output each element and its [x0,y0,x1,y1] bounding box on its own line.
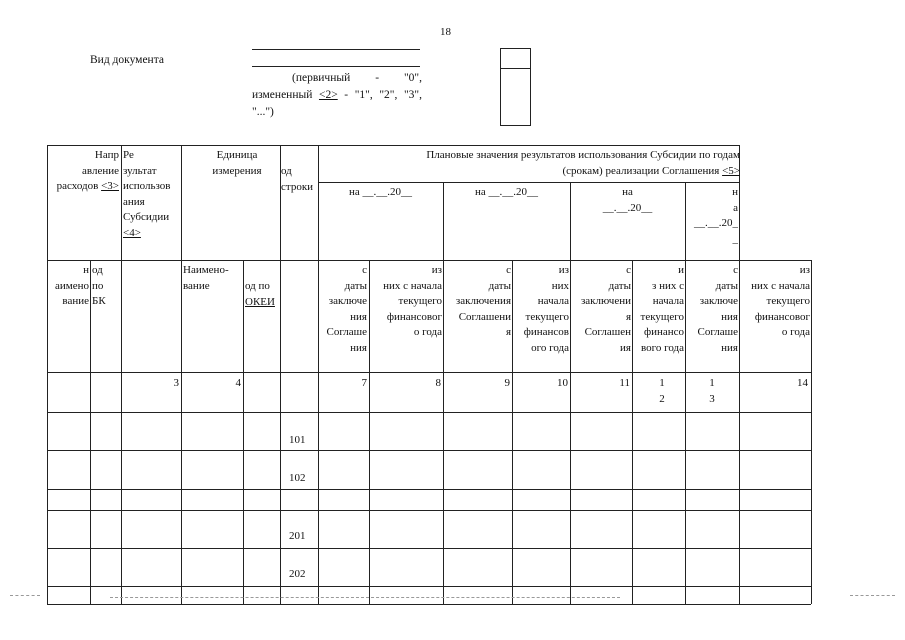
header-naim2: Наимено- вание [183,264,229,292]
header-s1: с даты заключе ния Соглаше ния [326,264,367,354]
scan-artifact [10,595,40,596]
header-kod: од строки [281,165,314,193]
col-number: 7 [361,377,367,389]
header-s2: с даты заключения Соглашени я [455,264,511,338]
header-kod-bk: од по БК [92,264,106,307]
col-number: 1 3 [709,377,715,405]
header-s3: с даты заключени я Соглашен ия [580,264,631,354]
row-code: 101 [289,434,306,446]
doc-type-note: (первичный - "0", измененный <2> - "1", "2", "3", "...") [252,72,422,118]
col-number: 14 [797,377,808,389]
header-n1: из них с начала текущего финансовог о года [383,264,442,338]
scan-artifact [110,597,620,598]
header-s4: с даты заключе ния Соглаше ния [697,264,738,354]
doc-type-label: Вид документа [90,54,164,66]
header-n2: из них начала текущего финансов ого года [523,264,569,354]
header-kod-okei: од по ОКЕИ [245,280,275,308]
scan-artifact [850,595,895,596]
col-number: 8 [435,377,441,389]
header-napr: Напр авление расходов <3> [56,149,119,192]
header-plan: Плановые значения результатов использования Субсидии по годам (срокам) реализации Соглашения <5> [426,149,740,177]
col-number: 4 [235,377,241,389]
col-number: 11 [619,377,630,389]
row-code: 102 [289,472,306,484]
header-year-2: на __.__.20__ [474,186,539,198]
header-unit: Единица измерения [212,149,262,177]
header-year-4: н а __.__.20_ _ [694,186,738,245]
header-rez: Ре зультат использов ания Субсидии <4> [123,149,171,239]
col-number: 9 [504,377,510,389]
header-n4: из них с начала текущего финансовог о года [751,264,810,338]
col-number: 1 2 [659,377,665,405]
row-code: 202 [289,568,306,580]
header-naim1: н аимено вание [55,264,89,307]
col-number: 3 [173,377,179,389]
col-number: 10 [557,377,568,389]
header-year-3: на __.__.20__ [602,186,653,214]
row-code: 201 [289,530,306,542]
header-n3: и з них с начала текущего финансо вого года [640,264,684,354]
header-year-1: на __.__.20__ [348,186,413,198]
page-number: 18 [440,26,451,38]
